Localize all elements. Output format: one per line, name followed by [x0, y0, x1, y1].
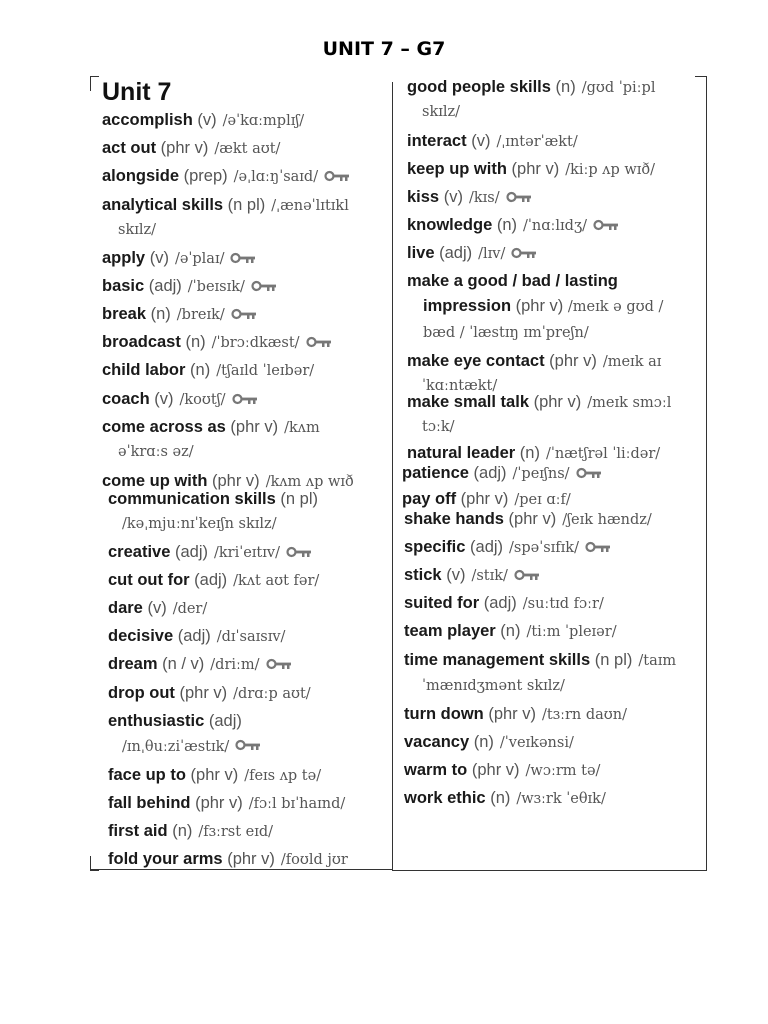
key-icon [576, 464, 602, 484]
part-of-speech: (v) [466, 132, 491, 150]
pronunciation: /meɪk aɪ [602, 354, 662, 370]
part-of-speech: (phr v) [185, 766, 239, 784]
vocab-word: make a good / bad / lasting [407, 272, 618, 290]
pronunciation: /gʊd ˈpiːpl [581, 80, 656, 96]
pronunciation: /ˈbrɔːdkæst/ [211, 335, 300, 351]
vocab-word: kiss [407, 188, 440, 206]
vocab-word: interact [407, 132, 467, 150]
vocab-entry-creative [108, 542, 390, 563]
vocab-entry-child-labor [102, 360, 390, 381]
part-of-speech: (phr v) [506, 160, 560, 178]
part-of-speech: (n) [495, 622, 521, 640]
pronunciation: /ˈveɪkənsi/ [499, 735, 574, 751]
pronunciation: /suːtɪd fɔːr/ [522, 596, 604, 612]
vocab-word: decisive [108, 627, 174, 645]
vocab-entry-broadcast [102, 332, 390, 353]
pronunciation: /ˌænəˈlɪtɪkl [271, 198, 349, 214]
part-of-speech: (phr v) [190, 794, 243, 812]
part-of-speech: (n) [485, 789, 511, 807]
pronunciation-continued: ˈmænɪdʒmənt skɪlz/ [422, 678, 565, 694]
pronunciation: /foʊld jʊr [280, 852, 348, 868]
vocab-entry-make-eye-contact [407, 351, 704, 372]
part-of-speech: (phr v) [503, 510, 557, 528]
vocab-entry-basic [102, 276, 390, 297]
pronunciation: /peɪ ɑːf/ [514, 492, 571, 508]
vocab-entry-continuation [118, 442, 390, 462]
vocab-entry-decisive [108, 626, 390, 647]
part-of-speech: (phr v) [225, 418, 279, 436]
vocab-word: make eye contact [407, 352, 545, 370]
part-of-speech: (n pl) [590, 651, 633, 669]
vocab-entry-keep-up-with [407, 159, 704, 180]
key-icon [286, 543, 312, 563]
vocab-word: face up to [108, 766, 186, 784]
pronunciation-continued: ˈkɑːntækt/ [422, 378, 498, 394]
vocab-entry-apply [102, 248, 390, 269]
vocab-word: child labor [102, 361, 186, 379]
part-of-speech: (n) [469, 733, 494, 751]
pronunciation: /ˈnɑːlɪdʒ/ [523, 218, 588, 234]
vocab-word: dare [108, 599, 143, 617]
pronunciation: /wɜːrk ˈeθɪk/ [516, 791, 606, 807]
vocab-word: break [102, 305, 147, 323]
part-of-speech: (prep) [179, 167, 228, 185]
part-of-speech: (adj) [189, 571, 228, 589]
vocab-entry-natural-leader [407, 443, 704, 464]
part-of-speech: (adj) [173, 627, 211, 645]
vocab-word: specific [404, 538, 466, 556]
column-divider [392, 82, 393, 870]
part-of-speech: (phr v) [511, 297, 568, 315]
part-of-speech: (adj) [465, 538, 504, 556]
key-icon [232, 390, 258, 410]
vocab-entry-continuation [122, 737, 390, 757]
vocab-entry-work-ethic [404, 788, 704, 809]
vocab-word: come across as [102, 418, 226, 436]
key-icon [514, 566, 540, 586]
pronunciation-continued: əˈkrɑːs əz/ [118, 444, 194, 460]
vocab-entry-kiss [407, 187, 704, 208]
part-of-speech: (n) [167, 822, 193, 840]
page-heading: UNIT 7 – G7 [322, 38, 446, 60]
part-of-speech: (adj) [468, 464, 507, 482]
vocab-word: coach [102, 390, 150, 408]
part-of-speech: (adj) [434, 244, 473, 262]
vocab-entry-patience [402, 463, 704, 484]
vocab-entry-fold-your-arms [108, 849, 390, 870]
vocab-word: natural leader [407, 444, 516, 462]
vocab-entry-face-up-to [108, 765, 390, 786]
vocab-word: broadcast [102, 333, 181, 351]
vocab-word: pay off [402, 490, 457, 508]
vocab-entry-alongside [102, 166, 390, 187]
part-of-speech: (phr v) [207, 472, 260, 490]
pronunciation: /əˈkɑːmplɪʃ/ [222, 113, 305, 129]
vocab-entry-continuation [122, 514, 390, 534]
key-icon [235, 737, 261, 757]
vocab-word: dream [108, 655, 158, 673]
vocab-entry-turn-down [404, 704, 704, 725]
part-of-speech: (phr v) [456, 490, 509, 508]
part-of-speech: (phr v) [544, 352, 597, 370]
vocab-entry-time-management-skills [404, 650, 704, 671]
pronunciation-continued: /meɪk ə gʊd / [567, 299, 664, 315]
pronunciation: /spəˈsɪfɪk/ [509, 540, 579, 556]
vocab-entry-cut-out-for [108, 570, 390, 591]
vocab-entry-warm-to [404, 760, 704, 781]
vocab-word: knowledge [407, 216, 493, 234]
key-icon [593, 216, 619, 236]
vocab-word: live [407, 244, 435, 262]
vocab-word: turn down [404, 705, 484, 723]
pronunciation: /kɪs/ [468, 190, 500, 206]
vocab-entry-interact [407, 131, 704, 152]
pronunciation: /tʃaɪld ˈleɪbər/ [216, 363, 315, 379]
vocab-word: accomplish [102, 111, 193, 129]
vocab-entry-vacancy [404, 732, 704, 753]
key-icon [266, 655, 292, 675]
pronunciation: /kʌt aʊt fər/ [233, 573, 320, 589]
pronunciation: /tiːm ˈpleɪər/ [526, 624, 617, 640]
vocab-word: creative [108, 543, 171, 561]
key-icon [324, 167, 350, 187]
unit-title: Unit 7 [102, 78, 172, 106]
part-of-speech: (v) [145, 249, 169, 267]
vocab-word: drop out [108, 684, 175, 702]
vocab-entry-continuation [422, 676, 704, 696]
vocab-word: warm to [404, 761, 468, 779]
pronunciation-continued: bæd / ˈlæstɪŋ ɪmˈpreʃn/ [423, 325, 589, 341]
vocab-entry-knowledge [407, 215, 704, 236]
vocab-entry-dream [108, 654, 390, 675]
part-of-speech: (v) [439, 188, 463, 206]
key-icon [251, 277, 277, 297]
pronunciation-continued: skɪlz/ [118, 222, 157, 238]
vocab-entry-drop-out [108, 683, 390, 704]
vocab-entry-continuation [422, 417, 704, 437]
vocab-entry-continuation [422, 102, 704, 122]
pronunciation: /əˌlɑːŋˈsaɪd/ [233, 169, 319, 185]
key-icon [231, 305, 257, 325]
part-of-speech: (phr v) [529, 393, 582, 411]
vocab-entry-stick [404, 565, 704, 586]
pronunciation: /tɜːrn daʊn/ [542, 707, 627, 723]
vocab-word: basic [102, 277, 145, 295]
vocab-entry-shake-hands [404, 509, 704, 530]
vocab-entry-coach [102, 389, 390, 410]
pronunciation: /koʊtʃ/ [179, 392, 226, 408]
part-of-speech: (phr v) [174, 684, 228, 702]
pronunciation: /ˈpeɪʃns/ [512, 466, 570, 482]
vocab-word: patience [402, 464, 469, 482]
part-of-speech: (phr v) [467, 761, 520, 779]
pronunciation-continued: /ɪnˌθuːziˈæstɪk/ [122, 739, 230, 755]
part-of-speech: (n) [185, 361, 211, 379]
pronunciation: /kriˈeɪtɪv/ [213, 545, 280, 561]
vocab-word: work ethic [404, 789, 486, 807]
vocab-entry-act-out [102, 138, 390, 159]
part-of-speech: (n pl) [275, 490, 318, 508]
vocab-entry-make-small-talk [407, 392, 704, 413]
part-of-speech: (n) [550, 78, 576, 96]
part-of-speech: (adj) [144, 277, 182, 295]
vocab-word: first aid [108, 822, 168, 840]
vocab-entry-continuation [118, 220, 390, 240]
pronunciation: /kiːp ʌp wɪð/ [565, 162, 656, 178]
vocab-word: alongside [102, 167, 180, 185]
vocab-word: time management skills [404, 651, 591, 669]
part-of-speech: (phr v) [483, 705, 536, 723]
pronunciation: /ˌɪntərˈækt/ [496, 134, 578, 150]
pronunciation: /ˈnætʃrəl ˈliːdər/ [545, 446, 661, 462]
vocab-entry-fall-behind [108, 793, 390, 814]
pronunciation: /stɪk/ [471, 568, 508, 584]
pronunciation: /fɜːrst eɪd/ [198, 824, 274, 840]
key-icon [506, 188, 532, 208]
vocab-entry-first-aid [108, 821, 390, 842]
part-of-speech: (phr v) [222, 850, 275, 868]
part-of-speech: (n) [515, 444, 540, 462]
pronunciation: /driːm/ [210, 657, 260, 673]
part-of-speech: (adj) [204, 712, 242, 730]
pronunciation-continued: /kəˌmjuːnɪˈkeɪʃn skɪlz/ [122, 516, 277, 532]
pronunciation: /feɪs ʌp tə/ [244, 768, 322, 784]
vocab-entry-specific [404, 537, 704, 558]
vocab-entry-suited-for [404, 593, 704, 614]
vocab-entry-good-people-skills [407, 77, 704, 98]
part-of-speech: (v) [149, 390, 174, 408]
pronunciation: /lɪv/ [478, 246, 506, 262]
vocab-word: fold your arms [108, 850, 223, 868]
vocab-word: enthusiastic [108, 712, 205, 730]
pronunciation: /wɔːrm tə/ [525, 763, 601, 779]
vocab-word: communication skills [108, 490, 276, 508]
pronunciation-continued: tɔːk/ [422, 419, 455, 435]
vocab-word: analytical skills [102, 196, 224, 214]
vocab-word-continued: impression [423, 297, 512, 315]
vocab-word: fall behind [108, 794, 191, 812]
vocab-word: make small talk [407, 393, 529, 411]
key-icon [306, 333, 332, 353]
pronunciation: /əˈplaɪ/ [174, 251, 225, 267]
part-of-speech: (adj) [170, 543, 208, 561]
vocab-word: stick [404, 566, 442, 584]
part-of-speech: (phr v) [156, 139, 209, 157]
vocab-word: apply [102, 249, 146, 267]
part-of-speech: (n pl) [223, 196, 266, 214]
key-icon [511, 244, 537, 264]
pronunciation: /ʃeɪk hændz/ [562, 512, 652, 528]
pronunciation: /ækt aʊt/ [214, 141, 281, 157]
vocab-entry-continuation [423, 296, 704, 317]
vocab-word: team player [404, 622, 496, 640]
pronunciation-continued: skɪlz/ [422, 104, 461, 120]
vocab-word: suited for [404, 594, 480, 612]
pronunciation: /meɪk smɔːl [587, 395, 672, 411]
pronunciation: /taɪm [638, 653, 677, 669]
vocab-word: come up with [102, 472, 208, 490]
vocab-word: shake hands [404, 510, 504, 528]
vocab-word: keep up with [407, 160, 507, 178]
vocab-entry-dare [108, 598, 390, 619]
part-of-speech: (n / v) [157, 655, 205, 673]
key-icon [585, 538, 611, 558]
vocab-entry-come-across-as [102, 417, 390, 438]
vocab-entry-accomplish [102, 110, 390, 131]
part-of-speech: (v) [142, 599, 167, 617]
vocab-word: good people skills [407, 78, 551, 96]
vocab-entry-team-player [404, 621, 704, 642]
corner-bracket-top-left [90, 76, 99, 91]
pronunciation: /breɪk/ [176, 307, 225, 323]
part-of-speech: (v) [441, 566, 466, 584]
vocab-entry-continuation [423, 323, 704, 343]
key-icon [230, 249, 256, 269]
pronunciation: /fɔːl bɪˈhaɪnd/ [248, 796, 346, 812]
pronunciation: /der/ [172, 601, 208, 617]
pronunciation: /dɪˈsaɪsɪv/ [216, 629, 286, 645]
vocab-entry-live [407, 243, 704, 264]
part-of-speech: (n) [180, 333, 206, 351]
vocab-word: act out [102, 139, 157, 157]
vocab-entry-communication-skills [108, 489, 390, 509]
part-of-speech: (v) [192, 111, 217, 129]
vocab-entry-enthusiastic [108, 711, 390, 731]
pronunciation: /kʌm ʌp wɪð [265, 474, 354, 490]
part-of-speech: (adj) [479, 594, 517, 612]
vocab-word: cut out for [108, 571, 190, 589]
vocab-entry-make-a-good-bad-lasting [407, 271, 704, 291]
vocab-entry-break [102, 304, 390, 325]
part-of-speech: (n) [146, 305, 171, 323]
vocab-entry-analytical-skills [102, 195, 390, 216]
part-of-speech: (n) [492, 216, 518, 234]
pronunciation: /drɑːp aʊt/ [233, 686, 311, 702]
vocab-word: vacancy [404, 733, 470, 751]
vocab-entry-pay-off [402, 489, 704, 510]
pronunciation: /ˈbeɪsɪk/ [187, 279, 245, 295]
pronunciation: /kʌm [284, 420, 320, 436]
